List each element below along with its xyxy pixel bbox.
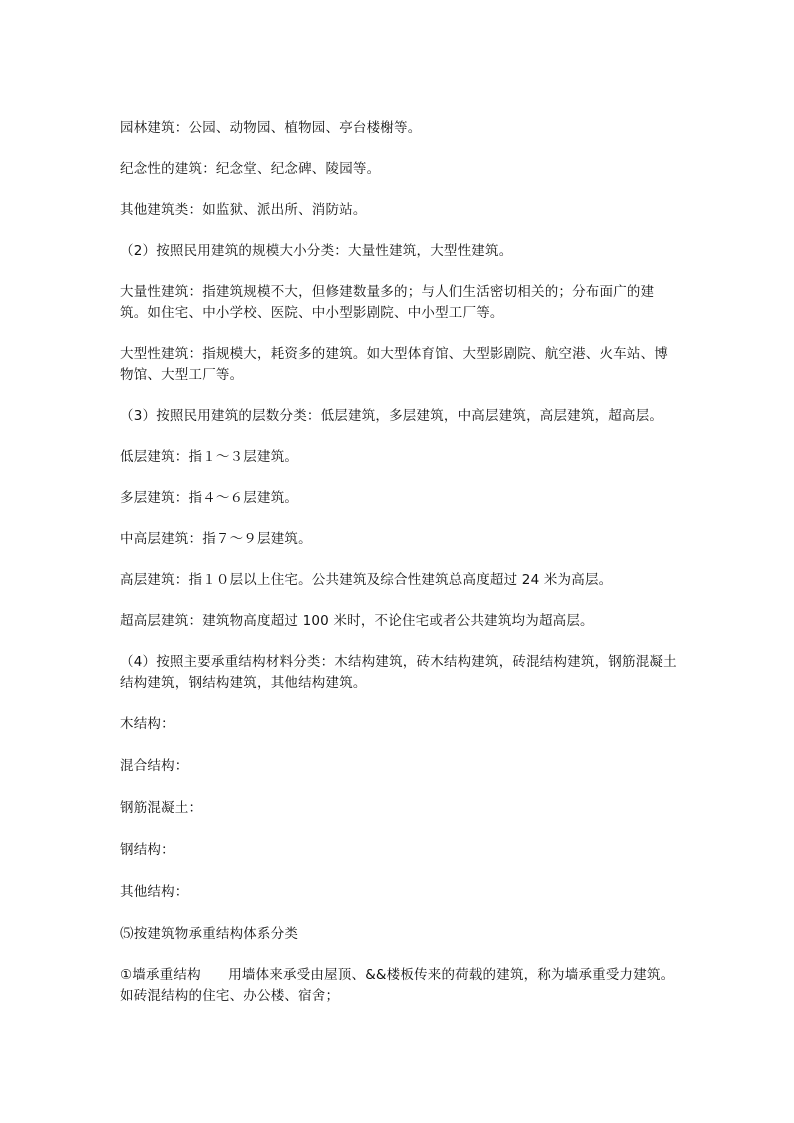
paragraph-mass-buildings: 大量性建筑：指建筑规模不大，但修建数量多的；与人们生活密切相关的；分布面广的建筑。如住宅、中小学校、医院、中小型影剧院、中小型工厂等。 [120, 284, 655, 321]
paragraph-high-rise: 高层建筑：指１０层以上住宅。公共建筑及综合性建筑总高度超过 24 米为高层。 [120, 572, 613, 588]
item-mixed-structure: 混合结构： [120, 758, 189, 774]
paragraph-low-rise: 低层建筑：指１～３层建筑。 [120, 449, 299, 465]
paragraph-large-buildings: 大型性建筑：指规模大，耗资多的建筑。如大型体育馆、大型影剧院、航空港、火车站、博物馆、大型工厂等。 [120, 346, 668, 383]
heading-floor-classification: （3）按照民用建筑的层数分类：低层建筑，多层建筑，中高层建筑，高层建筑，超高层。 [120, 408, 664, 424]
paragraph-wall-bearing-structure: ①墙承重结构 用墙体来承受由屋顶、&&楼板传来的荷载的建筑，称为墙承重受力建筑。如砖混结构的住宅、办公楼、宿舍； [120, 967, 675, 1004]
item-reinforced-concrete: 钢筋混凝土： [120, 800, 203, 816]
heading-load-bearing-system: ⑸按建筑物承重结构体系分类 [120, 926, 299, 942]
heading-structure-material-classification: （4）按照主要承重结构材料分类：木结构建筑，砖木结构建筑，砖混结构建筑，钢筋混凝土结构建筑，钢结构建筑，其他结构建筑。 [120, 654, 677, 691]
item-steel-structure: 钢结构： [120, 842, 175, 858]
paragraph-memorial-buildings: 纪念性的建筑：纪念堂、纪念碑、陵园等。 [120, 161, 381, 177]
paragraph-other-buildings: 其他建筑类：如监狱、派出所、消防站。 [120, 202, 367, 218]
item-wood-structure: 木结构： [120, 716, 175, 732]
document-body [120, 118, 680, 1027]
heading-scale-classification: （2）按照民用建筑的规模大小分类：大量性建筑，大型性建筑。 [120, 243, 513, 259]
paragraph-super-high-rise: 超高层建筑：建筑物高度超过 100 米时，不论住宅或者公共建筑均为超高层。 [120, 613, 594, 629]
paragraph-mid-high-rise: 中高层建筑：指７～９层建筑。 [120, 531, 312, 547]
item-other-structure: 其他结构： [120, 884, 189, 900]
paragraph-multi-storey: 多层建筑：指４～６层建筑。 [120, 490, 299, 506]
paragraph-garden-buildings: 园林建筑：公园、动物园、植物园、亭台楼榭等。 [120, 120, 422, 136]
